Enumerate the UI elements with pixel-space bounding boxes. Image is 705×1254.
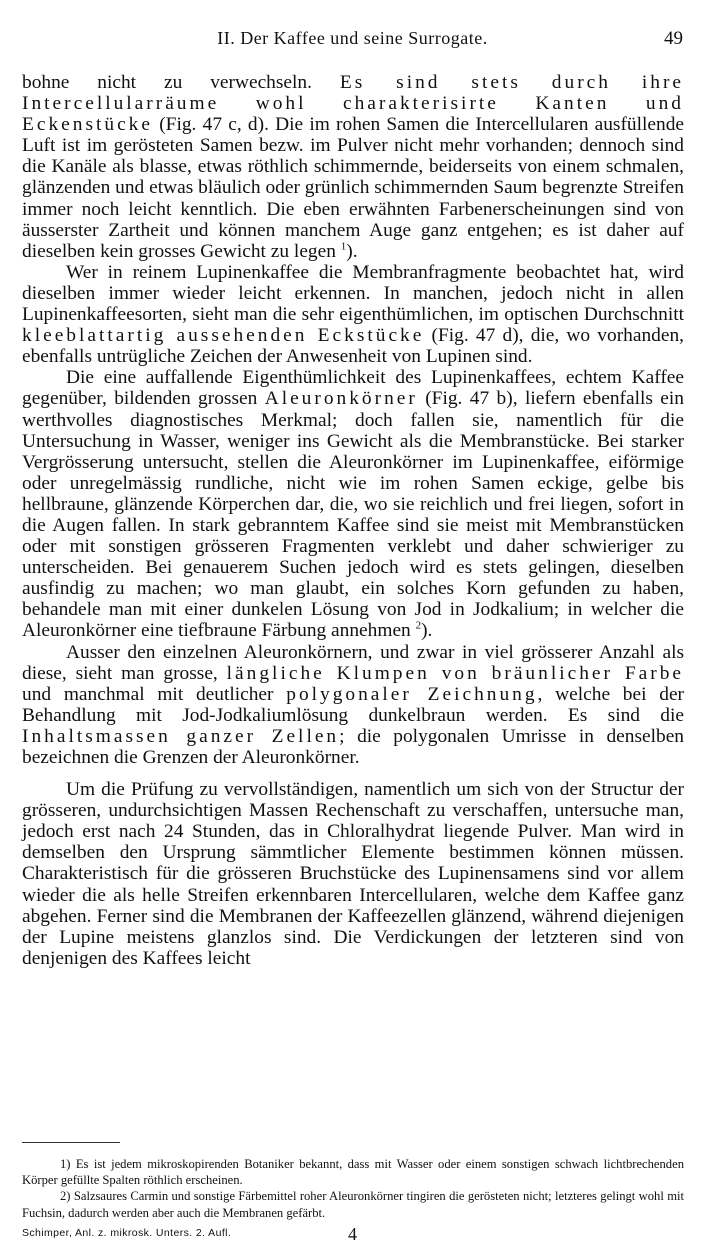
page-header bbox=[22, 28, 683, 54]
signature-mark: 4 bbox=[348, 1224, 357, 1244]
main-text bbox=[22, 72, 684, 969]
emphasis-spaced: kleeblattartig aussehenden Eckstücke bbox=[22, 325, 425, 347]
text-run: und manchmal mit deutlicher bbox=[22, 683, 287, 705]
emphasis-spaced: Inhaltsmassen ganzer Zellen bbox=[22, 725, 340, 747]
printer-credit: Schimper, Anl. z. mikrosk. Unters. 2. Aufl. bbox=[22, 1227, 232, 1239]
emphasis-spaced: Es sind stets durch ihre Intercellularräume wohl charakterisirte Kanten und Eckenstücke bbox=[22, 72, 685, 136]
page-number: 49 bbox=[664, 28, 683, 49]
text-run: (Fig. 47 b), liefern ebenfalls ein werthvolles diagnostisches Merkmal; doch fallen sie, namentlich für die Untersuchung in Wasser, weniger ins Gewicht als die Membranstücke. Bei starker Vergrösserung untersucht, stellen die Aleuronkörner im Lupinenkaffee, eiförmige oder unregelmässig rundliche, nicht wie im rohen Samen eckige, gelbe bis hellbraune, glänzende Körperchen dar, die, wo sie reichlich und frei liegen, sofort in die Augen fallen. In stark gebranntem Kaffee sind sie meist mit Membranstücken oder mit sonstigen grösseren Fragmenten verklebt und daher schwieriger zu unterscheiden. Bei genauerem Suchen jedoch wird es stets gelingen, dieselben ausfindig zu machen; wo man glaubt, ein solches Korn gefunden zu haben, behandele man mit einer dunkelen Lösung von Jod in Jodkalium; in welcher die Aleuronkörner eine tiefbraune Färbung annehmen bbox=[22, 388, 684, 642]
paragraph-5: Um die Prüfung zu vervollständigen, namentlich um sich von der Structur der grösseren, undurchsichtigen Massen Rechenschaft zu verschaffen, untersuche man, jedoch erst nach 24 Stunden, das in Chloralhydrat liegende Pulver. Man wird in demselben den Ursprung sämmtlicher Elemente bestimmen können müssen. Charakteristisch für die grösseren Bruchstücke des Lupinensamens sind vor allem wieder die als helle Streifen erkennbaren Intercellularen, welche dem Kaffee ganz abgehen. Ferner sind die Membranen der Kaffeezellen glänzend, während diejenigen der Lupine meistens glanzlos sind. Die Verdickungen der letzteren sind von denjenigen des Kaffees leicht bbox=[22, 779, 684, 969]
footnote-ref: 2 bbox=[415, 619, 422, 632]
emphasis-spaced: Aleuronkörner bbox=[264, 388, 418, 410]
text-run: Die eine auffallende Eigenthümlichkeit des Lupinenkaffees, echtem Kaffee gegenüber, bildenden grossen bbox=[22, 367, 684, 410]
page-footer bbox=[22, 1224, 683, 1244]
text-run: (Fig. 47 c, d). Die im rohen Samen die Intercellularen ausfüllende Luft ist im gerösteten Samen bezw. im Pulver nicht mehr vorhanden; dennoch sind die Kanäle als blasse, etwas röthlich schimmernde, beiderseits von einem schmalen, glänzenden und etwas bläulich oder grünlich schimmernden Saum begrenzte Streifen immer noch leicht kenntlich. Die eben erwähnten Farbenerscheinungen sind von äusserster Zartheit und können manchem Auge ganz entgehen; es ist daher auf dieselben kein grosses Gewicht zu legen bbox=[22, 114, 684, 262]
text-run: , welche bei der Behandlung mit Jod-Jodkaliumlösung dunkelbraun werden. Es sind die bbox=[22, 683, 685, 726]
paragraph-1 bbox=[22, 72, 684, 262]
footnotes bbox=[22, 1156, 684, 1221]
text-run: Ausser den einzelnen Aleuronkörnern, und zwar in viel grösserer Anzahl als diese, sieht man grosse, bbox=[22, 641, 684, 684]
footnote-divider bbox=[22, 1142, 120, 1143]
footnote-2: 2) Salzsaures Carmin und sonstige Färbemittel roher Aleuronkörner tingiren die gerösteten nicht; letzteres gelingt wohl mit Fuchsin, dadurch werden aber auch die Membranen gefärbt. bbox=[22, 1189, 684, 1220]
text-run: bohne nicht zu verwechseln. bbox=[22, 72, 340, 93]
text-run: Wer in reinem Lupinenkaffee die Membranfragmente beobachtet hat, wird dieselben immer wieder leicht erkennen. In manchen, jedoch nicht in allen Lupinenkaffeesorten, sieht man die sehr eigenthümlichen, im optischen Durchschnitt bbox=[22, 261, 684, 326]
text-run: ). bbox=[421, 620, 433, 642]
emphasis-spaced: polygonaler Zeichnung bbox=[286, 683, 538, 705]
emphasis-spaced: längliche Klumpen von bräunlicher Farbe bbox=[226, 662, 685, 684]
paragraph-3 bbox=[22, 367, 684, 641]
paragraph-2 bbox=[22, 262, 684, 367]
footnote-ref: 1 bbox=[340, 240, 347, 253]
running-head: II. Der Kaffee und seine Surrogate. bbox=[217, 28, 488, 48]
text-run: ; die polygonalen Umrisse in denselben bezeichnen die Grenzen der Aleuronkörner. bbox=[22, 725, 685, 768]
paragraph-4 bbox=[22, 642, 684, 769]
footnote-1: 1) Es ist jedem mikroskopirenden Botaniker bekannt, dass mit Wasser oder einem sonstigen schwach lichtbrechenden Körper gefüllte Spalten röthlich erscheinen. bbox=[22, 1157, 684, 1188]
text-run: ). bbox=[346, 240, 358, 262]
text-run: (Fig. 47 d), die, wo vorhanden, ebenfalls untrügliche Zeichen der Anwesenheit von Lupinen sind. bbox=[22, 325, 684, 368]
